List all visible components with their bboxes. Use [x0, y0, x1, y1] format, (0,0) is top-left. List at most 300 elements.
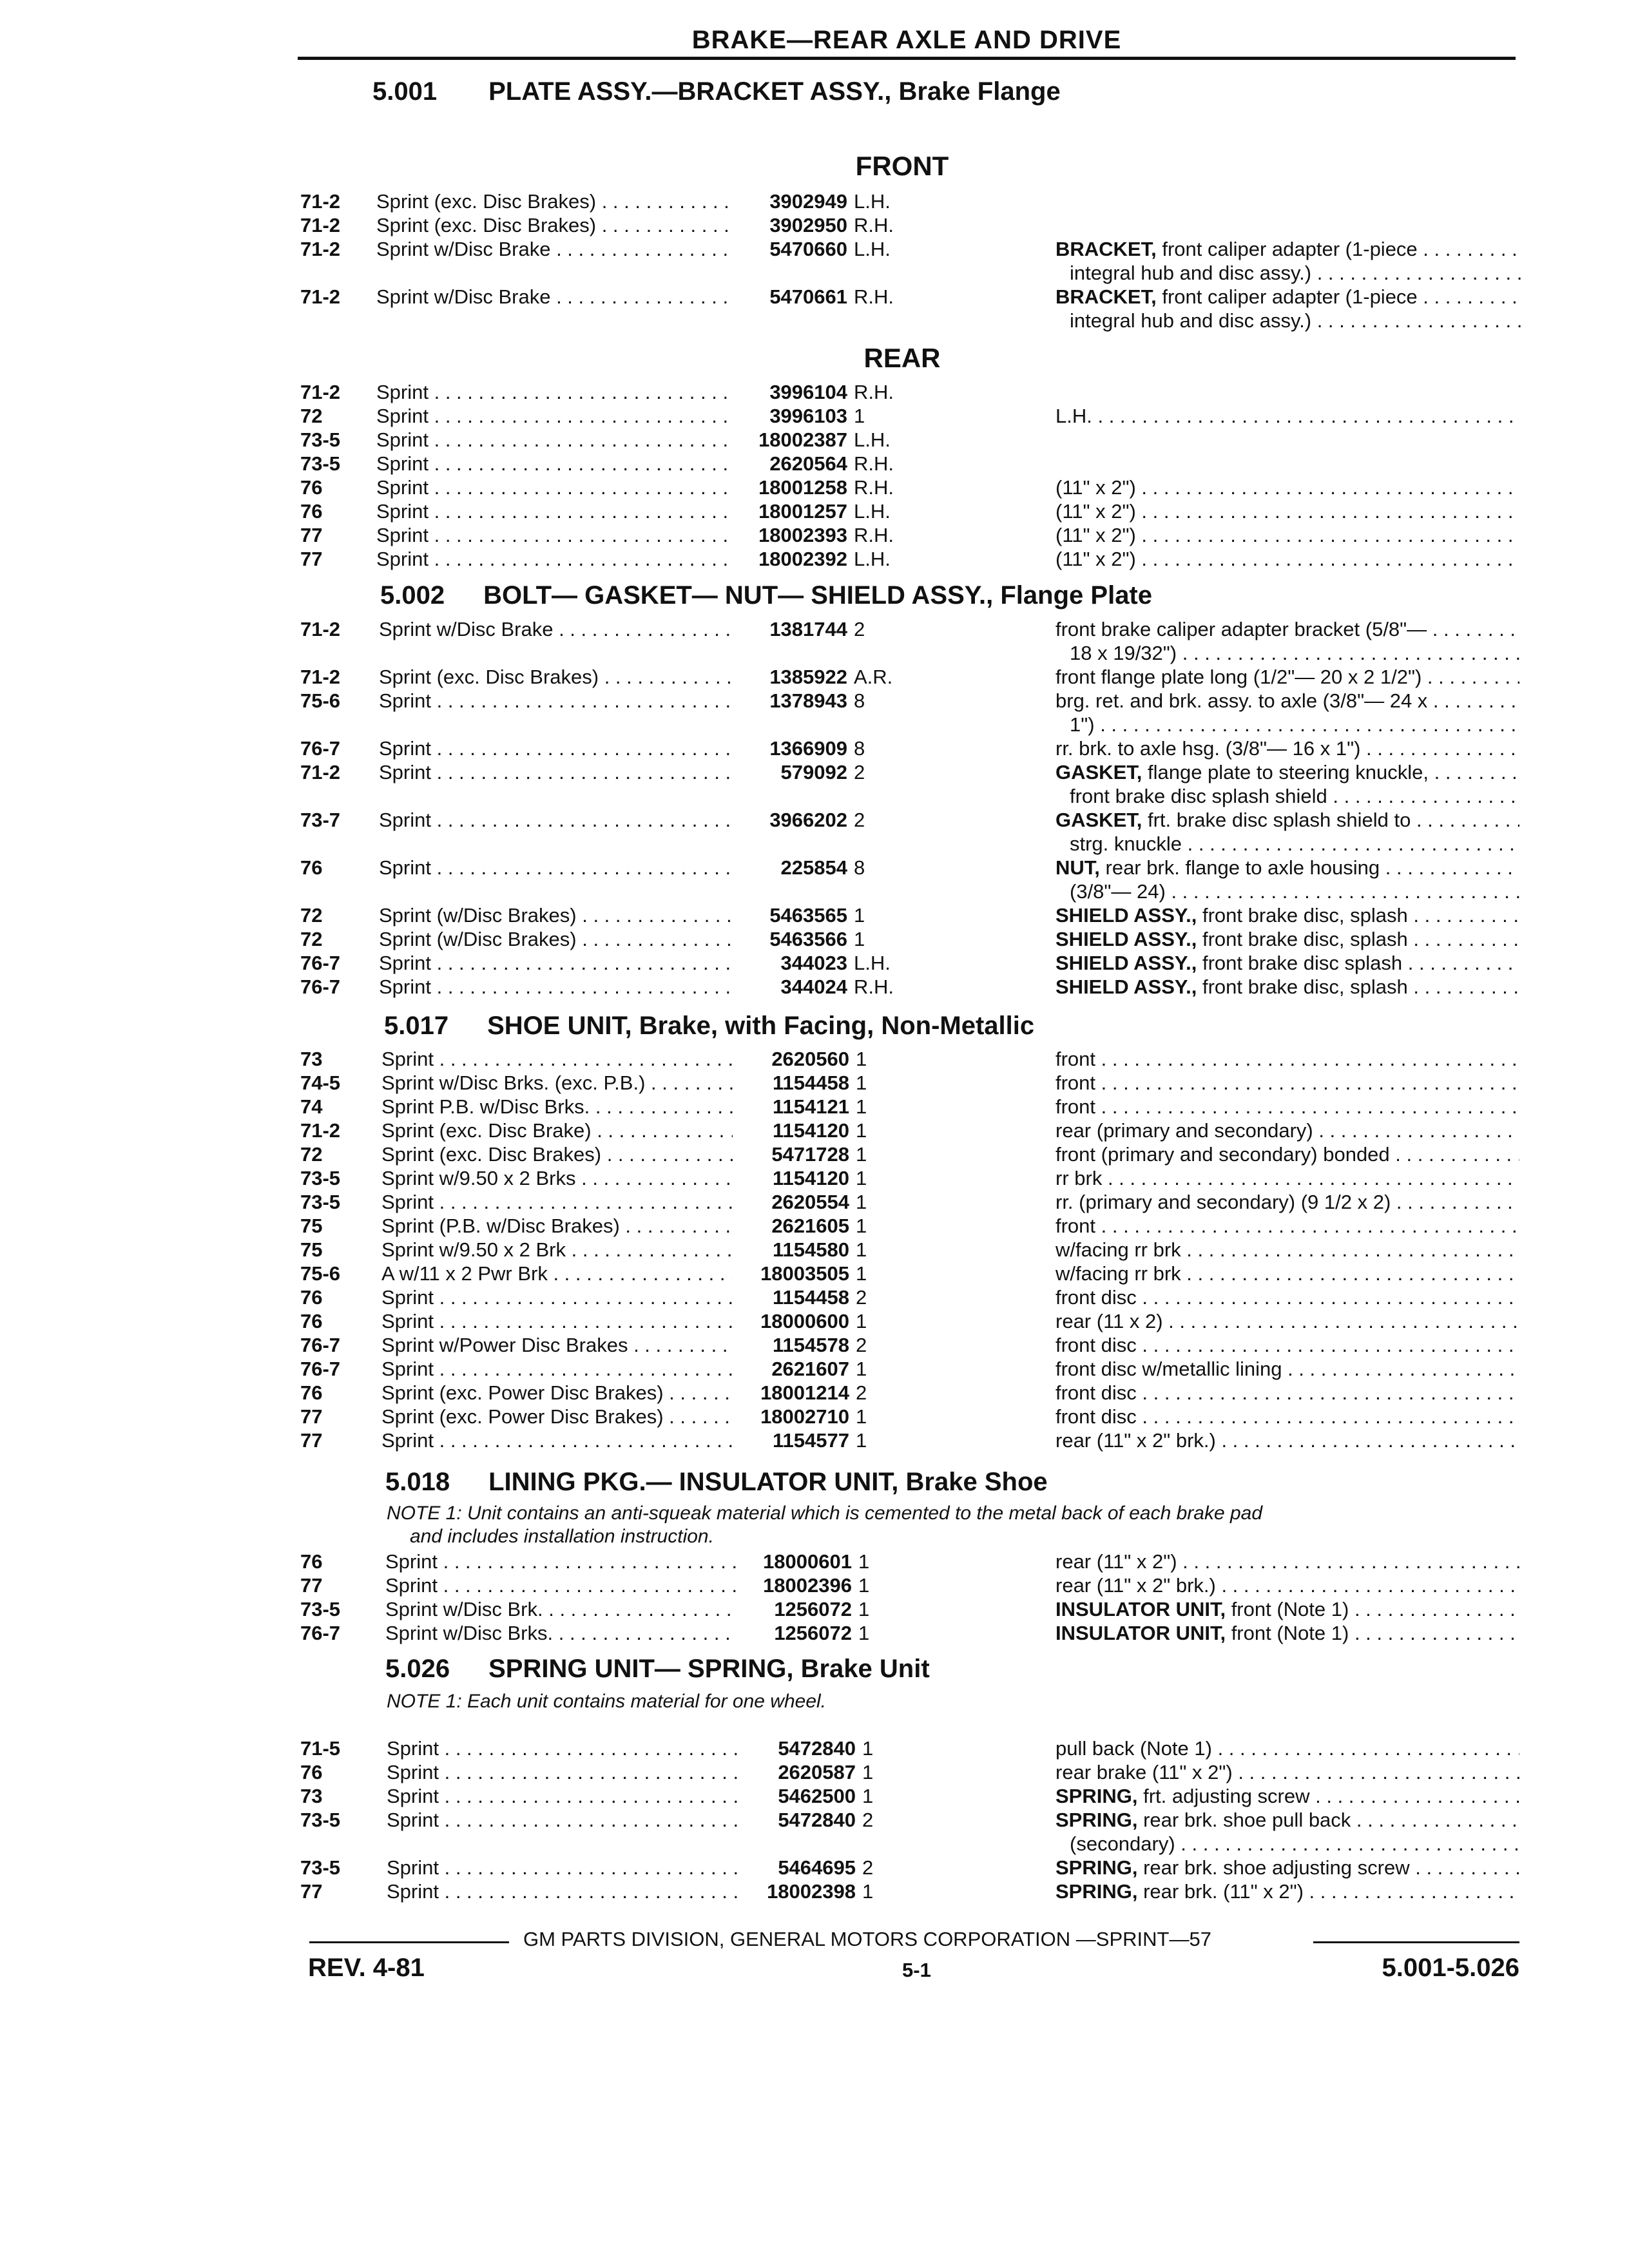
model-name: Sprint . . .: [376, 547, 728, 571]
ref-number: 72: [300, 928, 323, 950]
part-number: 1154458: [773, 1072, 849, 1094]
ref-number: 71-2: [300, 761, 341, 783]
ref-number: 77: [300, 1429, 323, 1452]
part-number: 1154120: [773, 1167, 849, 1189]
part-number: 3996103: [769, 405, 847, 427]
ref-number: 77: [300, 1405, 323, 1428]
description: [1055, 1262, 1519, 1285]
description: [1055, 1621, 1519, 1645]
table-row: [0, 1381, 1629, 1405]
part-number: 18002398: [767, 1880, 856, 1903]
description-text: frt. adjusting screw: [1137, 1785, 1310, 1807]
table-row: [0, 1119, 1629, 1142]
description-keyword: NUT,: [1055, 856, 1100, 879]
table-row-continuation: [0, 261, 1629, 285]
description-text: front disc: [1055, 1381, 1137, 1404]
description-text: front disc: [1055, 1405, 1137, 1428]
ref-number: 76: [300, 476, 323, 499]
model-name: Sprint . . .: [379, 951, 730, 975]
ref-number: 73-5: [300, 452, 341, 475]
quantity: R.H.: [854, 285, 894, 308]
part-number: 18001258: [758, 476, 847, 499]
description-text: front (primary and secondary) bonded: [1055, 1143, 1390, 1166]
table-row: [0, 975, 1629, 999]
footer-page-number: 5-1: [902, 1959, 931, 1981]
quantity: 1: [856, 1191, 867, 1213]
table-row: [0, 404, 1629, 428]
ref-number: 73-5: [300, 1856, 341, 1879]
table-row: [0, 1736, 1629, 1760]
model-name: Sprint . . .: [385, 1573, 737, 1597]
section-title-5002: [380, 581, 1152, 610]
ref-number: 73: [300, 1048, 323, 1070]
description: [1055, 1428, 1519, 1452]
description: [1055, 903, 1519, 927]
part-number: 18001214: [760, 1381, 849, 1404]
part-number: 579092: [780, 761, 847, 783]
description: [1055, 1166, 1519, 1190]
description-text: front brake caliper adapter bracket (5/8"—: [1055, 618, 1427, 640]
ref-number: 75-6: [300, 1262, 341, 1285]
quantity: 2: [856, 1381, 867, 1404]
quantity: 1: [856, 1262, 867, 1285]
ref-number: 77: [300, 1880, 323, 1903]
part-number: 5472840: [778, 1737, 856, 1760]
description-text: w/facing rr brk: [1055, 1262, 1181, 1285]
part-number: 5470660: [769, 238, 847, 260]
description-text: front (Note 1): [1226, 1622, 1349, 1644]
description: [1055, 760, 1519, 784]
ref-number: 73-5: [300, 1598, 341, 1620]
description-text: rear (11 x 2): [1055, 1310, 1163, 1332]
ref-number: 73-7: [300, 809, 341, 831]
description: [1055, 617, 1519, 641]
table-row: [0, 736, 1629, 760]
part-number: 1378943: [769, 689, 847, 712]
description-continued: 1") . . .: [1070, 713, 1521, 736]
quantity: 1: [856, 1048, 867, 1070]
description-text: front: [1055, 1048, 1096, 1070]
description-continued: integral hub and disc assy.) . . .: [1070, 309, 1521, 332]
model-name: Sprint w/Disc Brk. . . .: [385, 1597, 737, 1621]
model-name: Sprint . . .: [379, 689, 730, 713]
quantity: 2: [862, 1856, 874, 1879]
description: [1055, 927, 1519, 951]
model-name: Sprint . . .: [381, 1309, 733, 1333]
table-row: [0, 547, 1629, 571]
description: [1055, 665, 1519, 689]
model-name: Sprint (exc. Disc Brakes) . . .: [376, 213, 728, 237]
description: [1055, 1333, 1519, 1357]
table-row-continuation: [0, 1832, 1629, 1856]
ref-number: 76: [300, 856, 323, 879]
ref-number: 75-6: [300, 689, 341, 712]
ref-number: 71-2: [300, 381, 341, 403]
description: [1055, 1784, 1519, 1808]
part-number: 1256072: [774, 1622, 852, 1644]
ref-number: 76: [300, 1286, 323, 1309]
table-row: [0, 1190, 1629, 1214]
part-number: 5470661: [769, 285, 847, 308]
section-number: 5.017: [384, 1012, 449, 1040]
model-name: Sprint . . .: [376, 380, 728, 404]
table-row: [0, 1142, 1629, 1166]
description-text: front brake disc, splash: [1197, 904, 1408, 927]
quantity: 1: [858, 1598, 870, 1620]
quantity: A.R.: [854, 666, 893, 688]
description-text: rear brk. shoe pull back: [1137, 1809, 1351, 1831]
table-row: [0, 213, 1629, 237]
model-name: A w/11 x 2 Pwr Brk . . .: [381, 1262, 733, 1285]
table-row: [0, 927, 1629, 951]
description: [1055, 1856, 1519, 1879]
ref-number: 71-2: [300, 1119, 341, 1142]
quantity: 1: [856, 1238, 867, 1261]
ref-number: 76: [300, 1761, 323, 1783]
table-row: [0, 808, 1629, 832]
section-name: SHOE UNIT, Brake, with Facing, Non-Metallic: [487, 1012, 1035, 1040]
description-text: rear (11" x 2" brk.): [1055, 1574, 1216, 1597]
description: [1055, 547, 1519, 571]
description: [1055, 1047, 1519, 1071]
model-name: Sprint . . .: [381, 1190, 733, 1214]
description-keyword: SHIELD ASSY.,: [1055, 928, 1197, 950]
quantity: 1: [862, 1880, 874, 1903]
description: [1055, 1573, 1519, 1597]
table-row: [0, 452, 1629, 476]
part-number: 1256072: [774, 1598, 852, 1620]
quantity: 2: [862, 1809, 874, 1831]
model-name: Sprint w/Disc Brake . . .: [379, 617, 730, 641]
quantity: 8: [854, 856, 865, 879]
description: [1055, 951, 1519, 975]
table-row-continuation: [0, 832, 1629, 856]
part-number: 3996104: [769, 381, 847, 403]
description-continued: 18 x 19/32") . . .: [1070, 641, 1521, 665]
description-text: flange plate to steering knuckle,: [1142, 761, 1429, 783]
quantity: R.H.: [854, 214, 894, 236]
part-number: 1366909: [769, 737, 847, 760]
description-keyword: SPRING,: [1055, 1880, 1138, 1903]
part-number: 1154578: [773, 1334, 849, 1356]
description-text: (11" x 2"): [1055, 524, 1136, 546]
description-text: brg. ret. and brk. assy. to axle (3/8"— 24 x: [1055, 689, 1428, 712]
description: [1055, 1879, 1519, 1903]
section-title-5018: [385, 1468, 1048, 1497]
ref-number: 72: [300, 904, 323, 927]
table-row: [0, 523, 1629, 547]
table-row: [0, 1285, 1629, 1309]
model-name: Sprint w/9.50 x 2 Brk . . .: [381, 1238, 733, 1262]
quantity: 8: [854, 689, 865, 712]
description-text: front brake disc splash: [1197, 952, 1403, 974]
description: [1055, 1808, 1519, 1832]
quantity: L.H.: [854, 238, 891, 260]
ref-number: 74: [300, 1095, 323, 1118]
section-number: 5.002: [380, 581, 445, 610]
description: [1055, 1285, 1519, 1309]
quantity: R.H.: [854, 476, 894, 499]
description-text: rear (11" x 2" brk.): [1055, 1429, 1216, 1452]
part-number: 1154577: [773, 1429, 849, 1452]
ref-number: 72: [300, 1143, 323, 1166]
table-row: [0, 499, 1629, 523]
table-row: [0, 1357, 1629, 1381]
description-text: front brake disc, splash: [1197, 928, 1408, 950]
part-number: 5464695: [778, 1856, 856, 1879]
quantity: R.H.: [854, 975, 894, 998]
description-continued: integral hub and disc assy.) . . .: [1070, 261, 1521, 285]
ref-number: 71-2: [300, 190, 341, 213]
quantity: L.H.: [854, 548, 891, 570]
quantity: 1: [862, 1761, 874, 1783]
description: [1055, 404, 1519, 428]
model-name: Sprint . . .: [379, 856, 730, 879]
part-number: 2621607: [771, 1358, 849, 1380]
description: [1055, 523, 1519, 547]
model-name: Sprint . . .: [387, 1736, 738, 1760]
description-keyword: SHIELD ASSY.,: [1055, 952, 1197, 974]
description-keyword: GASKET,: [1055, 761, 1142, 783]
section-number: 5.026: [385, 1655, 450, 1683]
description-keyword: BRACKET,: [1055, 285, 1157, 308]
quantity: 1: [858, 1574, 870, 1597]
description: [1055, 1142, 1519, 1166]
ref-number: 76: [300, 500, 323, 523]
description: [1055, 689, 1519, 713]
description: [1055, 1309, 1519, 1333]
table-row: [0, 1262, 1629, 1285]
description-text: rear (primary and secondary): [1055, 1119, 1313, 1142]
description: [1055, 476, 1519, 499]
table-row: [0, 951, 1629, 975]
description: [1055, 856, 1519, 879]
model-name: Sprint . . .: [379, 975, 730, 999]
model-name: Sprint w/Disc Brake . . .: [376, 285, 728, 309]
quantity: 1: [856, 1405, 867, 1428]
description-text: rr. (primary and secondary) (9 1/2 x 2): [1055, 1191, 1391, 1213]
ref-number: 71-2: [300, 666, 341, 688]
part-number: 1154120: [773, 1119, 849, 1142]
page-header: BRAKE—REAR AXLE AND DRIVE: [691, 26, 1122, 54]
model-name: Sprint w/Disc Brake . . .: [376, 237, 728, 261]
description-keyword: INSULATOR UNIT,: [1055, 1598, 1226, 1620]
table-row-continuation: [0, 784, 1629, 808]
quantity: 8: [854, 737, 865, 760]
ref-number: 75: [300, 1238, 323, 1261]
description-text: front disc: [1055, 1286, 1137, 1309]
description-text: front: [1055, 1095, 1096, 1118]
description: [1055, 1597, 1519, 1621]
part-number: 3902950: [769, 214, 847, 236]
part-number: 5462500: [778, 1785, 856, 1807]
part-number: 225854: [780, 856, 847, 879]
part-number: 2620560: [771, 1048, 849, 1070]
model-name: Sprint . . .: [387, 1760, 738, 1784]
section-name: PLATE ASSY.—BRACKET ASSY., Brake Flange: [488, 77, 1061, 106]
quantity: 2: [854, 618, 865, 640]
table-row: [0, 1166, 1629, 1190]
quantity: 1: [858, 1550, 870, 1573]
ref-number: 74-5: [300, 1072, 341, 1094]
ref-number: 75: [300, 1215, 323, 1237]
model-name: Sprint . . .: [381, 1285, 733, 1309]
part-number: 18002396: [763, 1574, 852, 1597]
ref-number: 76: [300, 1550, 323, 1573]
description-text: L.H.: [1055, 405, 1092, 427]
model-name: Sprint . . .: [376, 428, 728, 452]
description: [1055, 1214, 1519, 1238]
ref-number: 73-5: [300, 1167, 341, 1189]
model-name: Sprint . . .: [376, 452, 728, 476]
section-number: 5.001: [372, 77, 438, 106]
description-keyword: INSULATOR UNIT,: [1055, 1622, 1226, 1644]
description: [1055, 1760, 1519, 1784]
table-row: [0, 1856, 1629, 1879]
description-continued: (secondary) . . .: [1070, 1832, 1521, 1856]
note-5026: NOTE 1: Each unit contains material for one wheel.: [387, 1691, 827, 1712]
table-row: [0, 1808, 1629, 1832]
ref-number: 76-7: [300, 1622, 341, 1644]
section-number: 5.018: [385, 1468, 450, 1496]
section-name: BOLT— GASKET— NUT— SHIELD ASSY., Flange Plate: [483, 581, 1152, 610]
model-name: Sprint w/Power Disc Brakes . . .: [381, 1333, 733, 1357]
table-row: [0, 1428, 1629, 1452]
table-row: [0, 1621, 1629, 1645]
description-text: rr brk: [1055, 1167, 1103, 1189]
part-number: 1154458: [773, 1286, 849, 1309]
table-row: [0, 380, 1629, 404]
description-keyword: SHIELD ASSY.,: [1055, 904, 1197, 927]
model-name: Sprint . . .: [381, 1047, 733, 1071]
model-name: Sprint . . .: [376, 523, 728, 547]
table-row: [0, 665, 1629, 689]
description: [1055, 1238, 1519, 1262]
quantity: 2: [854, 761, 865, 783]
description: [1055, 975, 1519, 999]
footer-section-range: 5.001-5.026: [1382, 1954, 1519, 1982]
ref-number: 71-5: [300, 1737, 341, 1760]
quantity: 1: [856, 1310, 867, 1332]
section-title-5026: [385, 1655, 930, 1684]
description-text: front disc: [1055, 1334, 1137, 1356]
part-number: 2620554: [771, 1191, 849, 1213]
description-text: rear brk. flange to axle housing: [1099, 856, 1380, 879]
table-row: [0, 856, 1629, 879]
footer-revision: REV. 4-81: [308, 1954, 425, 1982]
ref-number: 76: [300, 1381, 323, 1404]
table-row-continuation: [0, 713, 1629, 736]
header-rule: [298, 57, 1516, 60]
ref-number: 71-2: [300, 238, 341, 260]
part-number: 2620564: [769, 452, 847, 475]
table-row: [0, 903, 1629, 927]
table-row: [0, 428, 1629, 452]
table-row: [0, 1214, 1629, 1238]
description: [1055, 1357, 1519, 1381]
table-row-continuation: [0, 879, 1629, 903]
description-continued: (3/8"— 24) . . .: [1070, 879, 1521, 903]
description-text: front caliper adapter (1-piece: [1156, 285, 1418, 308]
model-name: Sprint (P.B. w/Disc Brakes) . . .: [381, 1214, 733, 1238]
description-text: (11" x 2"): [1055, 500, 1136, 523]
ref-number: 73-5: [300, 428, 341, 451]
description-continued: strg. knuckle . . .: [1070, 832, 1521, 856]
part-number: 18001257: [758, 500, 847, 523]
model-name: Sprint . . .: [387, 1856, 738, 1879]
table-row: [0, 189, 1629, 213]
ref-number: 71-2: [300, 285, 341, 308]
description-text: frt. brake disc splash shield to: [1142, 809, 1411, 831]
model-name: Sprint . . .: [381, 1357, 733, 1381]
description-text: front brake disc, splash: [1197, 975, 1408, 998]
description-keyword: BRACKET,: [1055, 238, 1157, 260]
ref-number: 73: [300, 1785, 323, 1807]
ref-number: 77: [300, 1574, 323, 1597]
model-name: Sprint . . .: [376, 476, 728, 499]
model-name: Sprint . . .: [387, 1879, 738, 1903]
quantity: L.H.: [854, 190, 891, 213]
model-name: Sprint . . .: [387, 1808, 738, 1832]
table-row: [0, 1238, 1629, 1262]
description: [1055, 499, 1519, 523]
part-number: 344024: [780, 975, 847, 998]
model-name: Sprint w/Disc Brks. . . .: [385, 1621, 737, 1645]
table-row-continuation: [0, 309, 1629, 332]
description: [1055, 1736, 1519, 1760]
model-name: Sprint . . .: [381, 1428, 733, 1452]
quantity: R.H.: [854, 524, 894, 546]
table-row: [0, 1597, 1629, 1621]
quantity: 1: [854, 405, 865, 427]
ref-number: 76-7: [300, 975, 341, 998]
description: [1055, 1405, 1519, 1428]
quantity: R.H.: [854, 452, 894, 475]
model-name: Sprint . . .: [379, 736, 730, 760]
quantity: L.H.: [854, 952, 891, 974]
description-text: front disc w/metallic lining: [1055, 1358, 1282, 1380]
description-keyword: SPRING,: [1055, 1809, 1138, 1831]
ref-number: 73-5: [300, 1809, 341, 1831]
model-name: Sprint (exc. Disc Brake) . . .: [381, 1119, 733, 1142]
part-number: 18002710: [760, 1405, 849, 1428]
quantity: L.H.: [854, 428, 891, 451]
quantity: 1: [856, 1095, 867, 1118]
description-keyword: SHIELD ASSY.,: [1055, 975, 1197, 998]
part-number: 3902949: [769, 190, 847, 213]
quantity: R.H.: [854, 381, 894, 403]
description: [1055, 1119, 1519, 1142]
ref-number: 76-7: [300, 737, 341, 760]
model-name: Sprint . . .: [376, 499, 728, 523]
part-number: 18003505: [760, 1262, 849, 1285]
model-name: Sprint (exc. Power Disc Brakes) . . .: [381, 1405, 733, 1428]
note-5018-line2: and includes installation instruction.: [410, 1526, 714, 1547]
ref-number: 76: [300, 1310, 323, 1332]
ref-number: 77: [300, 524, 323, 546]
table-row: [0, 285, 1629, 309]
footer-rule-left: [309, 1941, 509, 1943]
model-name: Sprint w/9.50 x 2 Brks . . .: [381, 1166, 733, 1190]
table-row: [0, 1333, 1629, 1357]
quantity: 1: [856, 1215, 867, 1237]
quantity: 1: [854, 928, 865, 950]
part-number: 18000600: [760, 1310, 849, 1332]
model-name: Sprint (exc. Disc Brakes) . . .: [381, 1142, 733, 1166]
table-row: [0, 1879, 1629, 1903]
ref-number: 77: [300, 548, 323, 570]
quantity: 1: [856, 1358, 867, 1380]
